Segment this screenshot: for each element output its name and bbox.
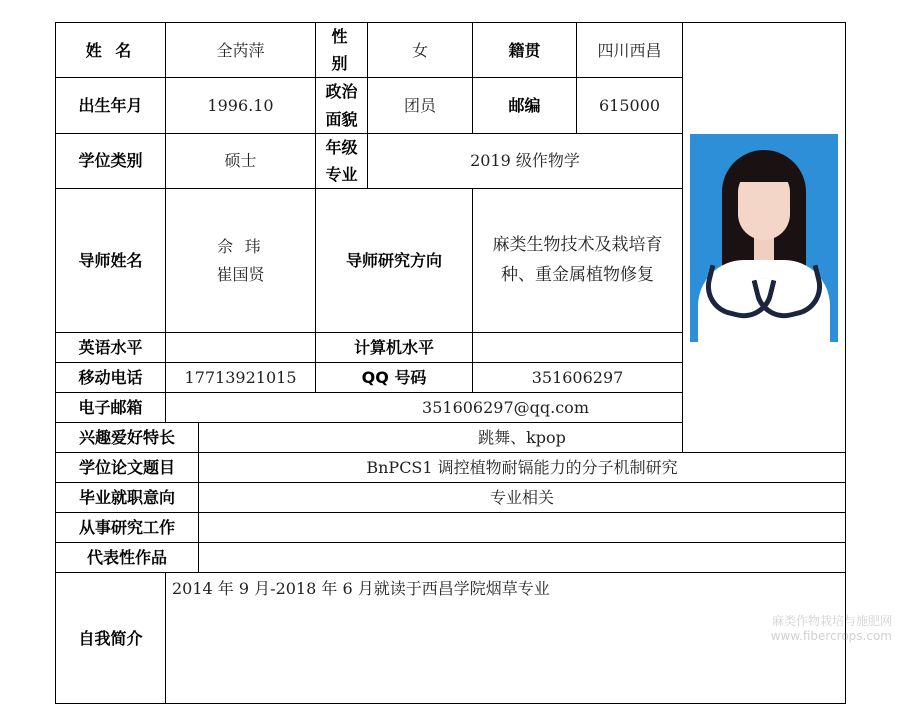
postcode-label: 邮编 xyxy=(473,78,577,133)
advisor-name-value xyxy=(166,189,316,333)
advisor-research-value: 麻类生物技术及栽培育种、重金属植物修复 xyxy=(473,189,683,333)
thesis-title-value: BnPCS1 调控植物耐镉能力的分子机制研究 xyxy=(199,453,846,483)
degree-type-value: 硕士 xyxy=(166,133,316,188)
computer-level-value xyxy=(473,333,683,363)
hobbies-value: 跳舞、kpop xyxy=(199,423,846,453)
advisor-name-label: 导师姓名 xyxy=(56,189,166,333)
representative-works-label: 代表性作品 xyxy=(56,543,199,573)
political-status-value: 团员 xyxy=(368,78,473,133)
degree-type-label: 学位类别 xyxy=(56,133,166,188)
grade-major-label: 年级专业 xyxy=(316,133,368,188)
profile-photo xyxy=(690,134,838,342)
mobile-value: 17713921015 xyxy=(166,363,316,393)
english-level-label: 英语水平 xyxy=(56,333,166,363)
career-intention-label: 毕业就职意向 xyxy=(56,483,199,513)
research-work-value xyxy=(199,513,846,543)
native-place-value: 四川西昌 xyxy=(577,23,683,78)
watermark-line-2: www.fibercrops.com xyxy=(770,629,892,643)
resume-table xyxy=(55,22,846,704)
name-label: 姓 名 xyxy=(56,23,166,78)
self-intro-label: 自我简介 xyxy=(56,573,166,704)
qq-value: 351606297 xyxy=(473,363,683,393)
watermark-line-1: 麻类作物栽培与施肥网 xyxy=(771,614,892,628)
native-place-label: 籍贯 xyxy=(473,23,577,78)
advisor-research-label: 导师研究方向 xyxy=(316,189,473,333)
postcode-value: 615000 xyxy=(577,78,683,133)
english-level-value xyxy=(166,333,316,363)
research-work-label: 从事研究工作 xyxy=(56,513,199,543)
gender-value: 女 xyxy=(368,23,473,78)
email-label: 电子邮箱 xyxy=(56,393,166,423)
advisor-1: 佘 玮 xyxy=(217,237,264,257)
mobile-label: 移动电话 xyxy=(56,363,166,393)
email-value: 351606297@qq.com xyxy=(166,393,846,423)
computer-level-label: 计算机水平 xyxy=(316,333,473,363)
birth-label: 出生年月 xyxy=(56,78,166,133)
hobbies-label: 兴趣爱好特长 xyxy=(56,423,199,453)
political-status-label: 政治面貌 xyxy=(316,78,368,133)
grade-major-value: 2019 级作物学 xyxy=(368,133,683,188)
advisor-2: 崔国贤 xyxy=(216,264,265,284)
self-intro-value: 2014 年 9 月-2018 年 6 月就读于西昌学院烟草专业 xyxy=(166,573,846,704)
thesis-title-label: 学位论文题目 xyxy=(56,453,199,483)
name-value: 全芮萍 xyxy=(166,23,316,78)
gender-label: 性 别 xyxy=(316,23,368,78)
career-intention-value: 专业相关 xyxy=(199,483,846,513)
watermark xyxy=(771,614,892,644)
representative-works-value xyxy=(199,543,846,573)
photo-cell xyxy=(683,23,846,453)
qq-label: QQ 号码 xyxy=(316,363,473,393)
birth-value: 1996.10 xyxy=(166,78,316,133)
